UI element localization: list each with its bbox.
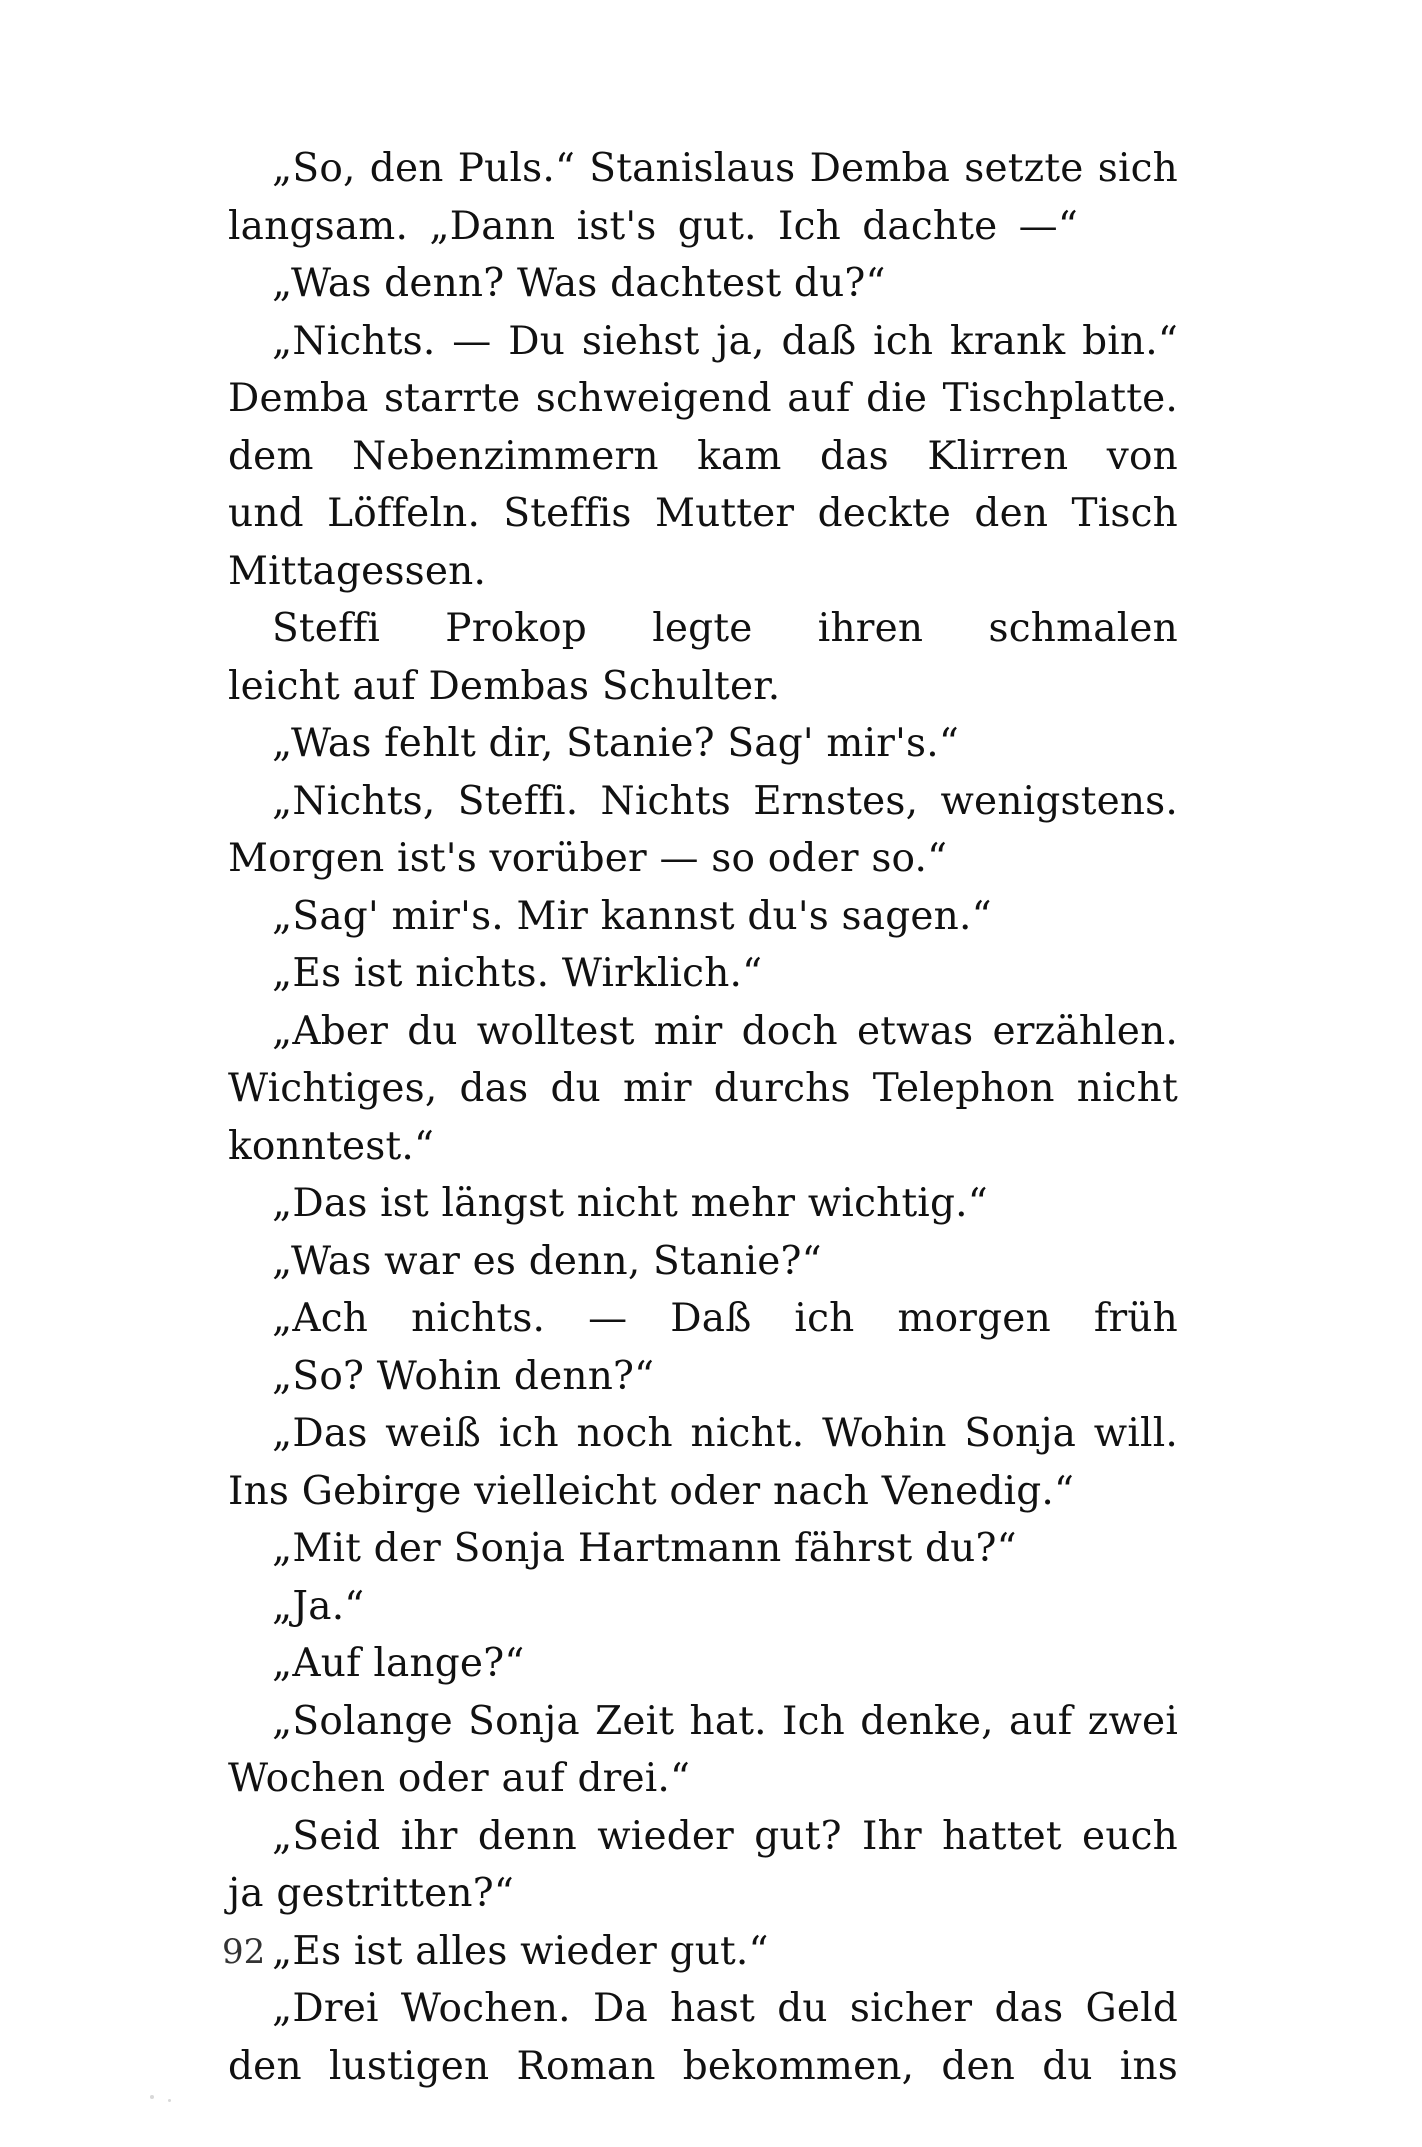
text-line: ja gestritten?“ xyxy=(228,1871,514,1916)
text-line: Ins Gebirge vielleicht oder nach Venedig.“ xyxy=(228,1468,1075,1514)
text-line: konntest.“ xyxy=(228,1123,435,1169)
text-line: „Das weiß ich noch nicht. Wohin Sonja will. xyxy=(272,1411,1178,1456)
text-line: Demba starrte schweigend auf die Tischplatte. xyxy=(228,376,1178,421)
text-line: „Was war es denn, Stanie?“ xyxy=(272,1238,822,1284)
text-line: „Drei Wochen. Da hast du sicher das Geld xyxy=(272,1986,1178,2031)
text-line: „Ja.“ xyxy=(272,1583,365,1629)
text-line: leicht auf Dembas Schulter. xyxy=(228,663,781,709)
text-line: langsam. „Dann ist's gut. Ich dachte —“ xyxy=(228,203,1078,249)
text-line: „Seid ihr denn wieder gut? Ihr hattet euch xyxy=(272,1813,1178,1859)
text-line: „Nichts, Steffi. Nichts Ernstes, wenigstens. xyxy=(272,778,1178,824)
text-line: „Solange Sonja Zeit hat. Ich denke, auf zwei xyxy=(272,1698,1178,1744)
page-number: 92 xyxy=(222,1932,266,1972)
text-line: „Es ist nichts. Wirklich.“ xyxy=(272,951,763,996)
text-line: „Auf lange?“ xyxy=(272,1641,525,1686)
text-line: „Aber du wolltest mir doch etwas erzählen. xyxy=(272,1008,1178,1054)
paper-speck xyxy=(168,2099,171,2102)
text-line: Steffi Prokop legte ihren schmalen xyxy=(272,606,1178,651)
text-line: Wichtiges, das du mir durchs Telephon nicht xyxy=(228,1066,1178,1111)
text-line: „Was denn? Was dachtest du?“ xyxy=(272,261,886,306)
text-line: „Ach nichts. — Daß ich morgen früh xyxy=(272,1296,1178,1341)
text-line: „Nichts. — Du siehst ja, daß ich krank bin.“ xyxy=(272,318,1178,364)
paper-speck xyxy=(150,2095,154,2099)
text-line: dem Nebenzimmern kam das Klirren von xyxy=(228,433,1178,479)
body-text xyxy=(228,140,1178,2095)
text-line: „Das ist längst nicht mehr wichtig.“ xyxy=(272,1181,988,1226)
text-line: „So, den Puls.“ Stanislaus Demba setzte sich xyxy=(272,146,1178,191)
text-line: „Was fehlt dir, Stanie? Sag' mir's.“ xyxy=(272,721,959,766)
text-line: Wochen oder auf drei.“ xyxy=(228,1756,691,1801)
text-line: Mittagessen. xyxy=(228,548,487,594)
text-line: „Es ist alles wieder gut.“ xyxy=(272,1928,769,1974)
text-line: und Löffeln. Steffis Mutter deckte den Tisch xyxy=(228,491,1178,536)
text-line: den lustigen Roman bekommen, den du ins xyxy=(228,2043,1178,2089)
text-line: „Sag' mir's. Mir kannst du's sagen.“ xyxy=(272,893,992,939)
text-line: Morgen ist's vorüber — so oder so.“ xyxy=(228,836,948,881)
text-line: „So? Wohin denn?“ xyxy=(272,1353,655,1399)
text-line: „Mit der Sonja Hartmann fährst du?“ xyxy=(272,1526,1017,1571)
